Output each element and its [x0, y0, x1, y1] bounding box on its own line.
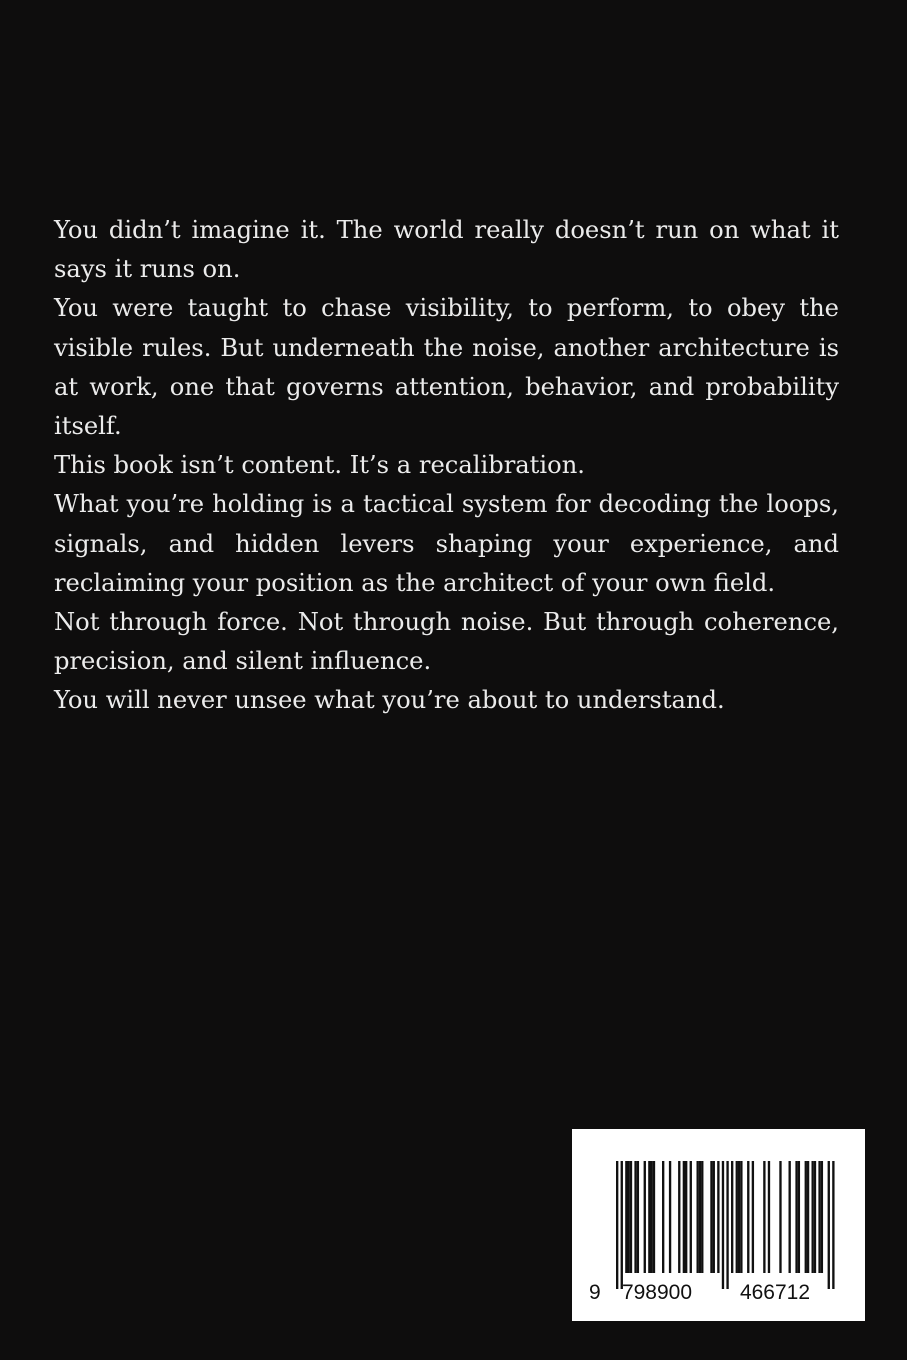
- barcode-bar: [740, 1161, 742, 1273]
- barcode-bar: [669, 1161, 671, 1273]
- barcode-bar: [828, 1161, 830, 1289]
- barcode-bar: [699, 1161, 701, 1273]
- barcode-bar: [621, 1161, 623, 1289]
- barcode-bar: [678, 1161, 680, 1273]
- barcode-bar: [701, 1161, 703, 1273]
- blurb-paragraph-5: Not through force. Not through noise. But through coherence, precision, and silent influence.: [54, 608, 839, 676]
- barcode-bar: [628, 1161, 630, 1273]
- blurb-paragraph-3: This book isn’t content. It’s a recalibration.: [54, 451, 585, 480]
- barcode-bar: [814, 1161, 816, 1273]
- barcode-bar: [625, 1161, 627, 1273]
- barcode-bar: [685, 1161, 687, 1273]
- barcode-right-digits: 466712: [739, 1281, 811, 1304]
- barcode-bar: [662, 1161, 664, 1273]
- barcode-bars: [616, 1161, 835, 1289]
- blurb-paragraph-6: You will never unsee what you’re about to understand.: [54, 686, 725, 715]
- barcode-bar: [807, 1161, 809, 1273]
- barcode-bar: [644, 1161, 646, 1273]
- blurb-paragraph-1: You didn’t imagine it. The world really doesn’t run on what it says it runs on.: [54, 216, 839, 284]
- barcode-bar: [651, 1161, 653, 1273]
- barcode-bar: [818, 1161, 820, 1273]
- blurb-paragraph-4: What you’re holding is a tactical system for decoding the loops, signals, and hidden levers shaping your experience, and reclaiming your position as the architect of your own field.: [54, 490, 839, 597]
- barcode-bar: [726, 1161, 728, 1289]
- blurb-paragraph-2: You were taught to chase visibility, to perform, to obey the visible rules. But underneath the noise, another architecture is at work, one that governs attention, behavior, and probability itself.: [54, 294, 839, 441]
- barcode-bar: [812, 1161, 814, 1273]
- barcode-bar: [683, 1161, 685, 1273]
- barcode-bar: [710, 1161, 712, 1273]
- isbn-barcode: [572, 1129, 865, 1321]
- barcode-bar: [798, 1161, 800, 1273]
- barcode-bar: [763, 1161, 765, 1273]
- barcode-bar: [630, 1161, 632, 1273]
- barcode-bar: [779, 1161, 781, 1273]
- barcode-bar: [738, 1161, 740, 1273]
- barcode-bar: [697, 1161, 699, 1273]
- barcode-bar: [648, 1161, 650, 1273]
- barcode-bar: [616, 1161, 618, 1289]
- barcode-bar: [795, 1161, 797, 1273]
- barcode-bar: [731, 1161, 733, 1273]
- barcode-bar: [690, 1161, 692, 1273]
- barcode-bar: [832, 1161, 834, 1289]
- barcode-bar: [653, 1161, 655, 1273]
- barcode-bar: [805, 1161, 807, 1273]
- barcode-bar: [713, 1161, 715, 1273]
- barcode-bar: [736, 1161, 738, 1273]
- barcode-graphic: [572, 1129, 865, 1321]
- barcode-left-digits: 798900: [621, 1281, 693, 1304]
- barcode-bar: [722, 1161, 724, 1289]
- back-cover-blurb: [54, 211, 839, 721]
- barcode-bar: [752, 1161, 754, 1273]
- barcode-bar: [768, 1161, 770, 1273]
- barcode-lead-digit: 9: [589, 1281, 601, 1304]
- barcode-bar: [747, 1161, 749, 1273]
- barcode-bar: [634, 1161, 636, 1273]
- barcode-bar: [717, 1161, 719, 1273]
- barcode-bar: [821, 1161, 823, 1273]
- barcode-bar: [637, 1161, 639, 1273]
- barcode-bar: [789, 1161, 791, 1273]
